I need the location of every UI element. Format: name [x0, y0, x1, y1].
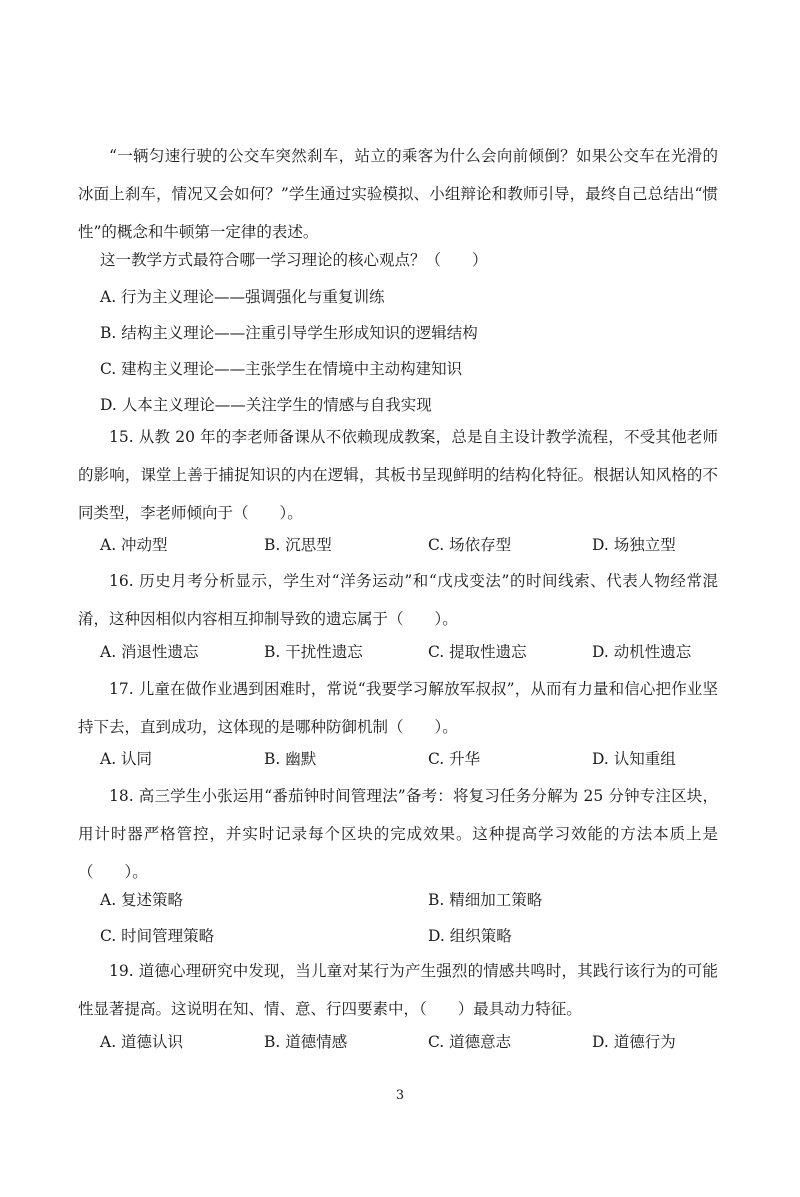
question-18-option-d: D. 组织策略: [428, 927, 512, 945]
question-17-option-d: D. 认知重组: [592, 750, 676, 768]
question-18-option-c: C. 时间管理策略: [100, 927, 215, 945]
question-16-option-b: B. 干扰性遗忘: [264, 643, 363, 661]
question-14-option-b: B. 结构主义理论——注重引导学生形成知识的逻辑结构: [100, 324, 478, 342]
question-19-option-b: B. 道德情感: [264, 1033, 348, 1051]
question-16-stem: 16. 历史月考分析显示，学生对“洋务运动”和“戊戌变法”的时间线索、代表人物经常混淆，这种因相似内容相互抑制导致的遗忘属于（ ）。: [78, 572, 718, 628]
question-17-option-b: B. 幽默: [264, 750, 317, 768]
scenario-paragraph: “一辆匀速行驶的公交车突然刹车，站立的乘客为什么会向前倾倒？如果公交车在光滑的冰面上刹车，情况又会如何？”学生通过实验模拟、小组辩论和教师引导，最终自己总结出“惯性”的概念和牛顿第一定律的表述。: [78, 147, 718, 241]
question-16-option-d: D. 动机性遗忘: [592, 643, 692, 661]
question-18-option-b: B. 精细加工策略: [428, 891, 543, 909]
question-19-stem: 19. 道德心理研究中发现，当儿童对某行为产生强烈的情感共鸣时，其践行该行为的可能性显著提高。这说明在知、情、意、行四要素中，（ ）最具动力特征。: [78, 962, 718, 1018]
question-19-option-d: D. 道德行为: [592, 1033, 676, 1051]
question-14-option-c: C. 建构主义理论——主张学生在情境中主动构建知识: [100, 360, 463, 378]
question-19-option-c: C. 道德意志: [428, 1033, 512, 1051]
question-14-option-d: D. 人本主义理论——关注学生的情感与自我实现: [100, 396, 432, 414]
question-15-stem: 15. 从教 20 年的李老师备课从不依赖现成教案，总是自主设计教学流程，不受其他老师的影响，课堂上善于捕捉知识的内在逻辑，其板书呈现鲜明的结构化特征。根据认知风格的不同类型，李老师倾向于（ ）。: [78, 428, 718, 522]
question-16-option-c: C. 提取性遗忘: [428, 643, 527, 661]
question-18-stem: 18. 高三学生小张运用“番茄钟时间管理法”备考：将复习任务分解为 25 分钟专注区块，用计时器严格管控，并实时记录每个区块的完成效果。这种提高学习效能的方法本质上是（ ）。: [78, 787, 718, 881]
question-15-option-d: D. 场独立型: [592, 536, 676, 554]
question-17-option-a: A. 认同: [100, 750, 153, 768]
question-17-option-c: C. 升华: [428, 750, 481, 768]
question-19-option-a: A. 道德认识: [100, 1033, 184, 1051]
question-14-option-a: A. 行为主义理论——强调强化与重复训练: [100, 288, 385, 306]
question-15-option-b: B. 沉思型: [264, 536, 332, 554]
question-15-option-c: C. 场依存型: [428, 536, 512, 554]
question-18-option-a: A. 复述策略: [100, 891, 184, 909]
question-15-option-a: A. 冲动型: [100, 536, 168, 554]
question-17-stem: 17. 儿童在做作业遇到困难时，常说“我要学习解放军叔叔”，从而有力量和信心把作业坚持下去，直到成功，这体现的是哪种防御机制（ ）。: [78, 680, 718, 736]
question-16-option-a: A. 消退性遗忘: [100, 643, 199, 661]
question-14-stem: 这一教学方式最符合哪一学习理论的核心观点？（ ）: [100, 251, 488, 269]
page-number: 3: [395, 1088, 405, 1103]
